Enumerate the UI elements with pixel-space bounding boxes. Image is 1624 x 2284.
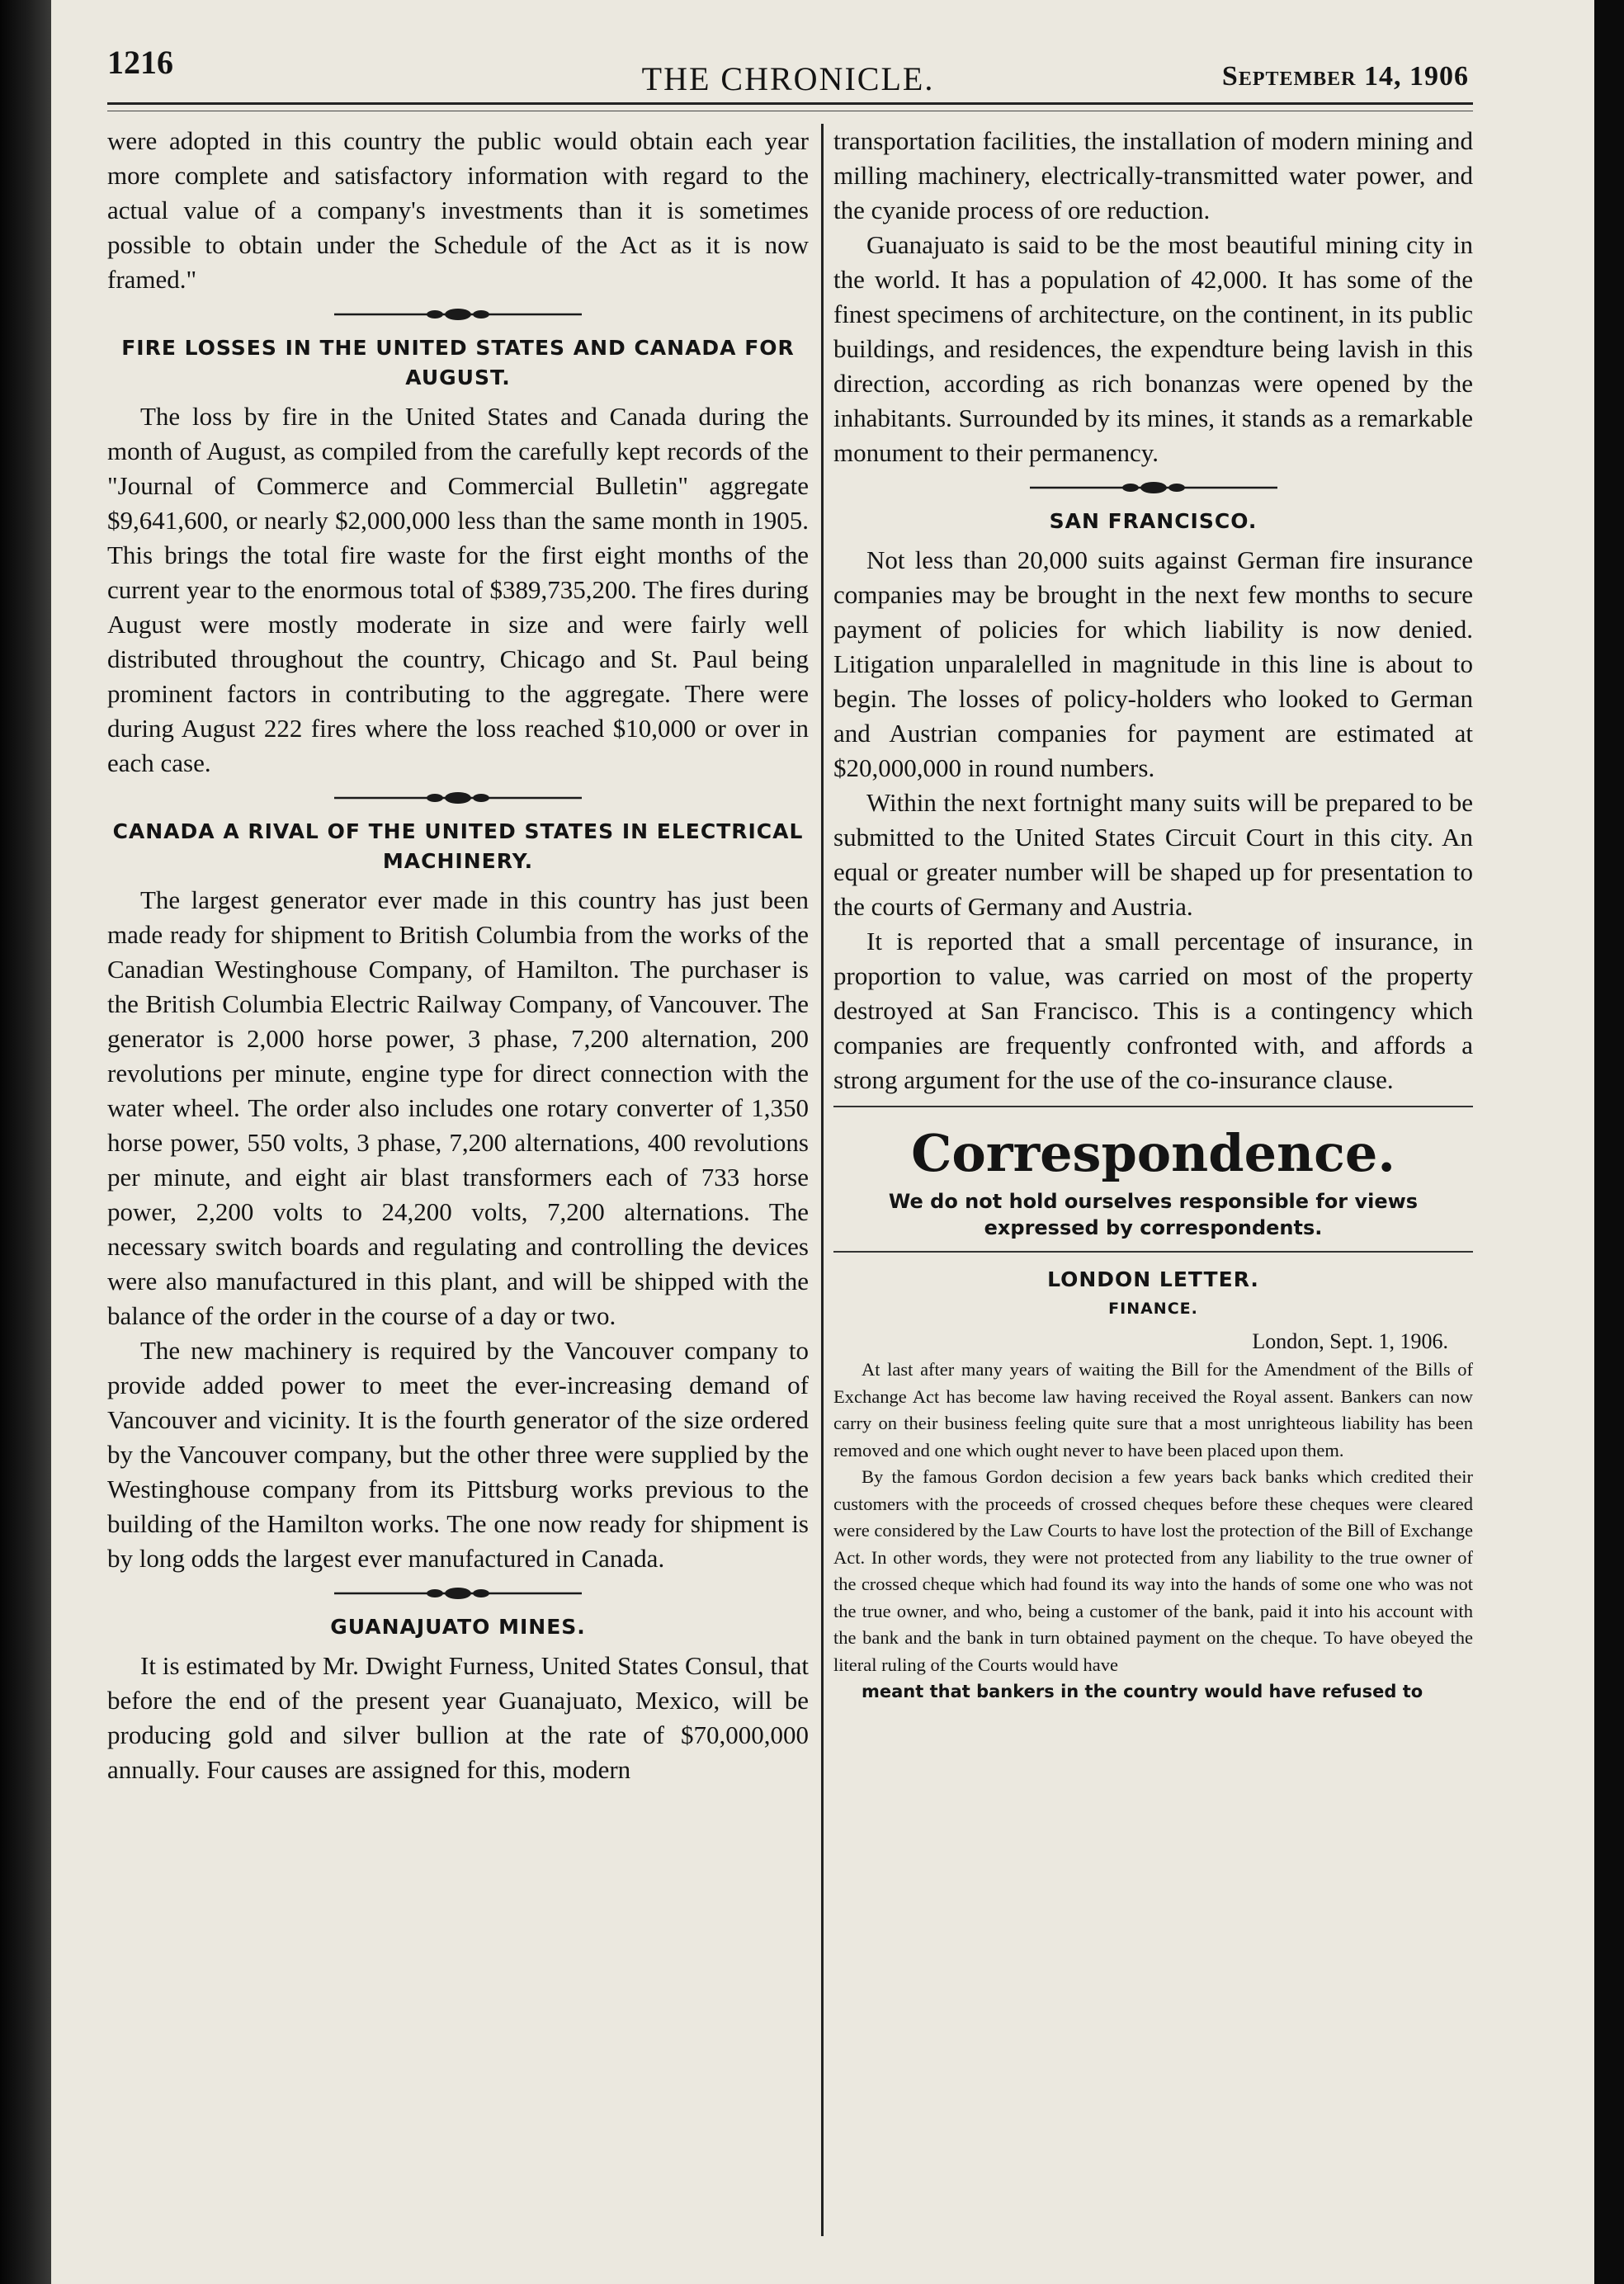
masthead-rule (107, 102, 1473, 105)
section-ornament (334, 1586, 582, 1601)
left-column (107, 124, 809, 1787)
right-column (833, 124, 1473, 1706)
san-francisco-paragraph-1: Not less than 20,000 suits against German fire insurance companies may be brought in the next few months to secure payment of policies for which liability is now denied. Litigation unparalelled in magnitude in this line is about to begin. The losses of policy-holders who looked to German and Austrian companies for payment are estimated at $20,000,000 in round numbers. (833, 545, 1473, 782)
correspondence-disclaimer: We do not hold ourselves responsible for views expressed by correspondents. (888, 1190, 1419, 1239)
london-letter-bold-line: meant that bankers in the country would have refused to (862, 1682, 1423, 1701)
page-number: 1216 (107, 44, 173, 81)
london-letter-paragraph-2: By the famous Gordon decision a few years back banks which credited their customers with the proceeds of crossed cheques before these cheques were cleared were considered by the Law Courts to have lost the protection of the Bill of Exchange Act. In other words, they were not protected from any liability to the true owner of the crossed cheque which had found its way into the hands of some one who was not the true owner, and who, being a customer of the bank, paid it into his account with the bank and the bank in turn obtained payment on the cheque. To have obeyed the literal ruling of the Courts would have (833, 1466, 1473, 1675)
guanajuato-paragraph-1: It is estimated by Mr. Dwight Furness, United States Consul, that before the end of the present year Guanajuato, Mexico, will be producing gold and silver bullion at the rate of $70,000,000 annually. Four causes are assigned for this, modern (107, 1651, 809, 1784)
san-francisco-paragraph-2: Within the next fortnight many suits will be prepared to be submitted to the United States Circuit Court in this city. An equal or greater number will be shaped up for presentation to the courts of Germany and Austria. (833, 788, 1473, 921)
london-letter-body (833, 1357, 1473, 1706)
london-letter-title: LONDON LETTER. (1047, 1267, 1259, 1291)
intro-continuation: were adopted in this country the public would obtain each year more complete and satisfactory information with regard to the actual value of a company's investments than it is sometimes possible to obtain under the Schedule of the Act as it is now framed." (107, 126, 809, 294)
journal-title: THE CHRONICLE. (641, 60, 935, 97)
correspondence-heading: Correspondence. (911, 1123, 1395, 1183)
london-letter-paragraph-1: At last after many years of waiting the Bill for the Amendment of the Bills of Exchange Act has become law having received the Royal assent. Bankers can now carry on their business feeling quite sure that a most unrighteous liability has been removed and one which ought never to have been placed upon them. (833, 1359, 1473, 1461)
canada-rival-headline: CANADA A RIVAL OF THE UNITED STATES IN ELECTRICAL MACHINERY. (112, 819, 804, 873)
section-rule (833, 1251, 1473, 1253)
column-divider (821, 124, 824, 2236)
masthead (107, 43, 1469, 101)
section-rule (833, 1106, 1473, 1107)
section-ornament (1030, 480, 1277, 495)
canada-rival-paragraph-2: The new machinery is required by the Vancouver company to provide added power to meet the ever-increasing demand of Vancouver and vicinity. It is the fourth generator of the size ordered by the Vancouver company, but the other three were supplied by the Westinghouse company from its Pittsburg works previous to the building of the Hamilton works. The one now ready for shipment is by long odds the largest ever manufactured in Canada. (107, 1336, 809, 1573)
guanajuato-headline: GUANAJUATO MINES. (330, 1615, 586, 1639)
issue-date: September 14, 1906 (1221, 61, 1469, 92)
section-ornament (334, 307, 582, 322)
guanajuato-continuation-2: Guanajuato is said to be the most beautiful mining city in the world. It has a population of 42,000. It has some of the finest specimens of architecture, on the continent, in its public buildings, and residences, the expendture being lavish in this direction, according as rich bonanzas were opened by the inhabitants. Surrounded by its mines, it stands as a remarkable monument to their permanency. (833, 230, 1473, 467)
san-francisco-paragraph-3: It is reported that a small percentage of insurance, in proportion to value, was carried on most of the property destroyed at San Francisco. This is a contingency which companies are frequently confronted with, and affords a strong argument for the use of the co-insurance clause. (833, 927, 1473, 1094)
binding-gutter (0, 0, 51, 2284)
guanajuato-continuation-1: transportation facilities, the installation of modern mining and milling machinery, electrically-transmitted water power, and the cyanide process of ore reduction. (833, 126, 1473, 224)
fire-losses-paragraph-1: The loss by fire in the United States and Canada during the month of August, as compiled from the carefully kept records of the "Journal of Commerce and Commercial Bulletin" aggregate $9,641,600, or nearly $2,000,000 less than the same month in 1905. This brings the total fire waste for the first eight months of the current year to the enormous total of $389,735,200. The fires during August were mostly moderate in size and were fairly well distributed throughout the country, Chicago and St. Paul being prominent factors in contributing to the aggregate. There were during August 222 fires where the loss reached $10,000 or over in each case. (107, 402, 809, 777)
san-francisco-headline: SAN FRANCISCO. (1049, 509, 1258, 533)
section-ornament (334, 790, 582, 805)
london-letter-dateline: London, Sept. 1, 1906. (1252, 1329, 1448, 1353)
canada-rival-paragraph-1: The largest generator ever made in this country has just been made ready for shipment to British Columbia from the works of the Canadian Westinghouse Company, of Hamilton. The purchaser is the British Columbia Electric Railway Company, of Vancouver. The generator is 2,000 horse power, 3 phase, 7,200 alternation, 200 revolutions per minute, engine type for direct connection with the water wheel. The order also includes one rotary converter of 1,350 horse power, 550 volts, 3 phase, 7,200 alternations, 400 revolutions per minute, and eight air blast transformers each of 733 horse power, 2,200 volts to 24,200 volts, 7,200 alternations. The necessary switch boards and regulating and controlling the devices were also manufactured in this plant, and will be shipped with the balance of the order in the course of a day or two. (107, 885, 809, 1330)
fire-losses-headline: FIRE LOSSES IN THE UNITED STATES AND CANADA FOR AUGUST. (121, 336, 795, 389)
london-letter-subtitle: FINANCE. (1108, 1300, 1198, 1318)
